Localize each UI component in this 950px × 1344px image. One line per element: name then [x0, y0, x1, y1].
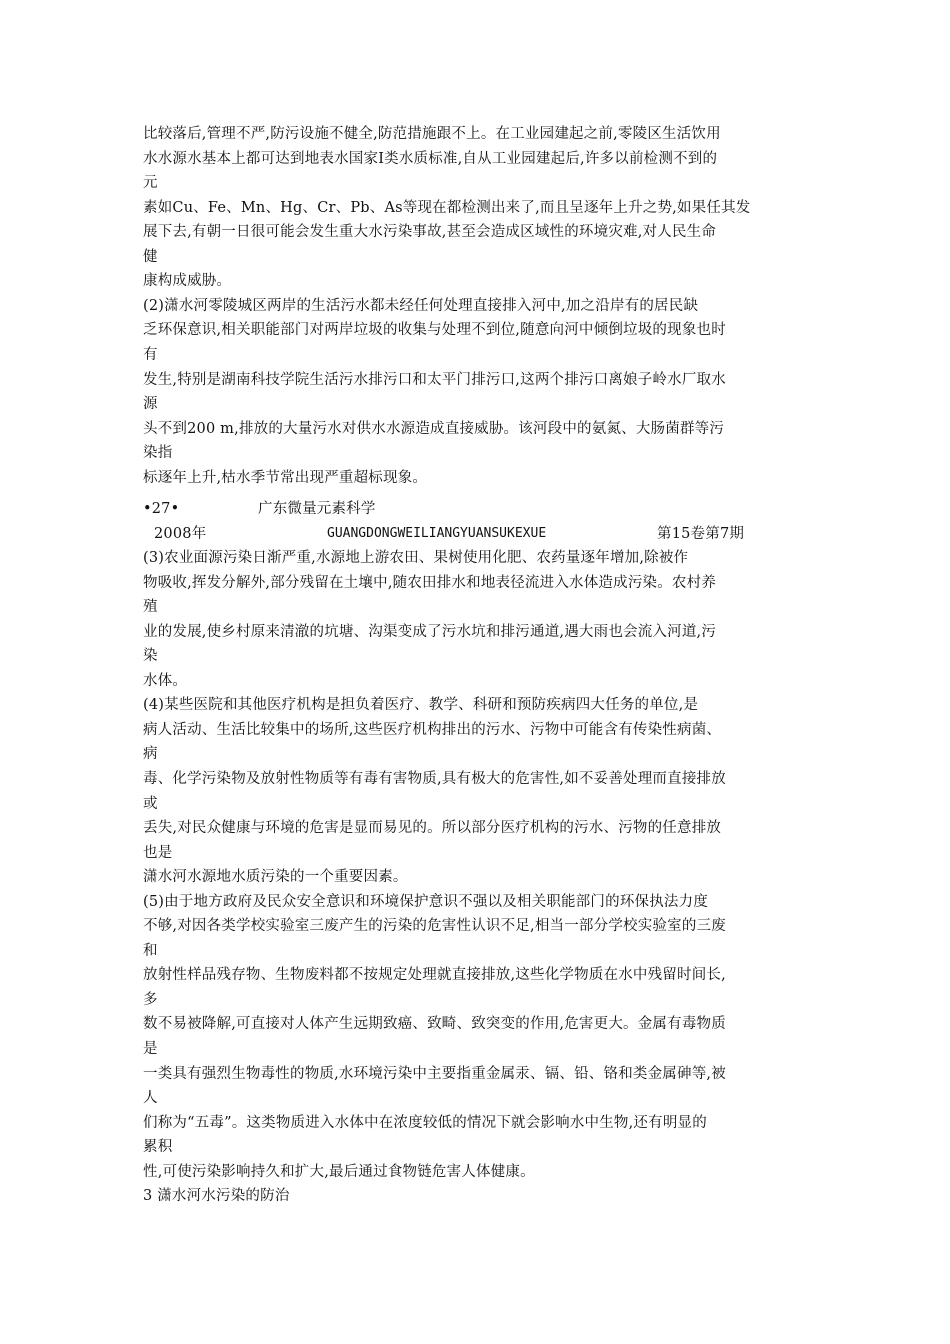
text-line: 染指: [143, 445, 173, 462]
text-line: 发生,特别是湖南科技学院生活污水排污口和太平门排污口,这两个排污口离娘子岭水厂取水: [143, 371, 726, 388]
text-line: 是: [143, 1041, 158, 1057]
text-line: 放射性样品残存物、生物废料都不按规定处理就直接排放,这些化学物质在水中残留时间长,: [143, 967, 726, 984]
text-line: (4)某些医院和其他医疗机构是担负着医疗、教学、科研和预防疾病四大任务的单位,是: [143, 697, 699, 714]
text-line: 业的发展,使乡村原来清澈的坑塘、沟渠变成了污水坑和排污通道,遇大雨也会流入河道,污: [143, 623, 717, 640]
text-line: 素如Cu、Fe、Mn、Hg、Cr、Pb、As等现在都检测出来了,而且呈逐年上升之势,如果任其发: [143, 199, 751, 216]
journal-issue: 第15卷第7期: [657, 526, 745, 542]
text-line: 头不到200 m,排放的大量污水对供水水源造成直接威胁。该河段中的氨氮、大肠菌群等污: [143, 420, 725, 437]
text-line: 数不易被降解,可直接对人体产生远期致癌、致畸、致突变的作用,危害更大。金属有毒物质: [143, 1016, 726, 1033]
text-line: 元: [143, 175, 158, 192]
text-line: 染: [143, 648, 158, 665]
text-line: 们称为“五毒”。这类物质进入水体中在浓度较低的情况下就会影响水中生物,还有明显的: [143, 1114, 707, 1131]
text-line: 水水源水基本上都可达到地表水国家Ⅰ类水质标准,自从工业园建起后,许多以前检测不到的: [143, 150, 718, 167]
text-line: 病: [143, 746, 158, 763]
text-line: 3 潇水河水污染的防治: [143, 1188, 290, 1205]
text-line: 健: [143, 248, 158, 265]
text-line: 康构成威胁。: [143, 273, 232, 290]
text-line: (2)潇水河零陵城区两岸的生活污水都未经任何处理直接排入河中,加之沿岸有的居民缺: [143, 297, 699, 314]
text-line: 毒、化学污染物及放射性物质等有毒有害物质,具有极大的危害性,如不妥善处理而直接排放: [143, 770, 726, 787]
text-line: 病人活动、生活比较集中的场所,这些医疗机构排出的污水、污物中可能含有传染性病菌、: [143, 721, 722, 738]
text-line: 物吸收,挥发分解外,部分残留在土壤中,随农田排水和地表径流进入水体造成污染。农村养: [143, 574, 717, 591]
text-line: 多: [143, 991, 158, 1008]
text-line: 潇水河水源地水质污染的一个重要因素。: [143, 869, 408, 886]
text-line: 人: [143, 1090, 158, 1107]
text-line: 标逐年上升,枯水季节常出现严重超标现象。: [143, 469, 428, 486]
text-line: 性,可使污染影响持久和扩大,最后通过食物链危害人体健康。: [143, 1163, 535, 1180]
text-line: 展下去,有朝一日很可能会发生重大水污染事故,甚至会造成区域性的环境灾难,对人民生命: [143, 224, 717, 241]
text-line: 有: [143, 346, 158, 363]
text-line: 比较落后,管理不严,防污设施不健全,防范措施跟不上。在工业园建起之前,零陵区生活饮用: [143, 126, 721, 142]
text-line: 累积: [143, 1139, 173, 1156]
journal-pinyin: GUANGDONGWEILIANGYUANSUKEXUE: [327, 526, 547, 541]
text-line: 殖: [143, 599, 158, 616]
text-line: 不够,对因各类学校实验室三废产生的污染的危害性认识不足,相当一部分学校实验室的三废: [143, 918, 726, 935]
text-line: 也是: [143, 844, 173, 861]
page-number: •27•: [143, 501, 180, 517]
text-line: (5)由于地方政府及民众安全意识和环境保护意识不强以及相关职能部门的环保执法力度: [143, 893, 709, 910]
text-line: 水体。: [143, 672, 188, 689]
text-line: 丢失,对民众健康与环境的危害是显而易见的。所以部分医疗机构的污水、污物的任意排放: [143, 820, 722, 837]
text-line: 和: [143, 942, 158, 959]
journal-title: 广东微量元素科学: [258, 501, 376, 517]
text-line: 乏环保意识,相关职能部门对两岸垃圾的收集与处理不到位,随意向河中倾倒垃圾的现象也时: [143, 322, 726, 339]
text-line: 源: [143, 396, 158, 413]
text-line: (3)农业面源污染日渐严重,水源地上游农田、果树使用化肥、农药量逐年增加,除被作: [143, 550, 689, 566]
text-line: 或: [143, 795, 158, 812]
journal-year: 2008年: [154, 526, 207, 542]
text-line: 一类具有强烈生物毒性的物质,水环境污染中主要指重金属汞、镉、铅、铬和类金属砷等,被: [143, 1065, 726, 1082]
